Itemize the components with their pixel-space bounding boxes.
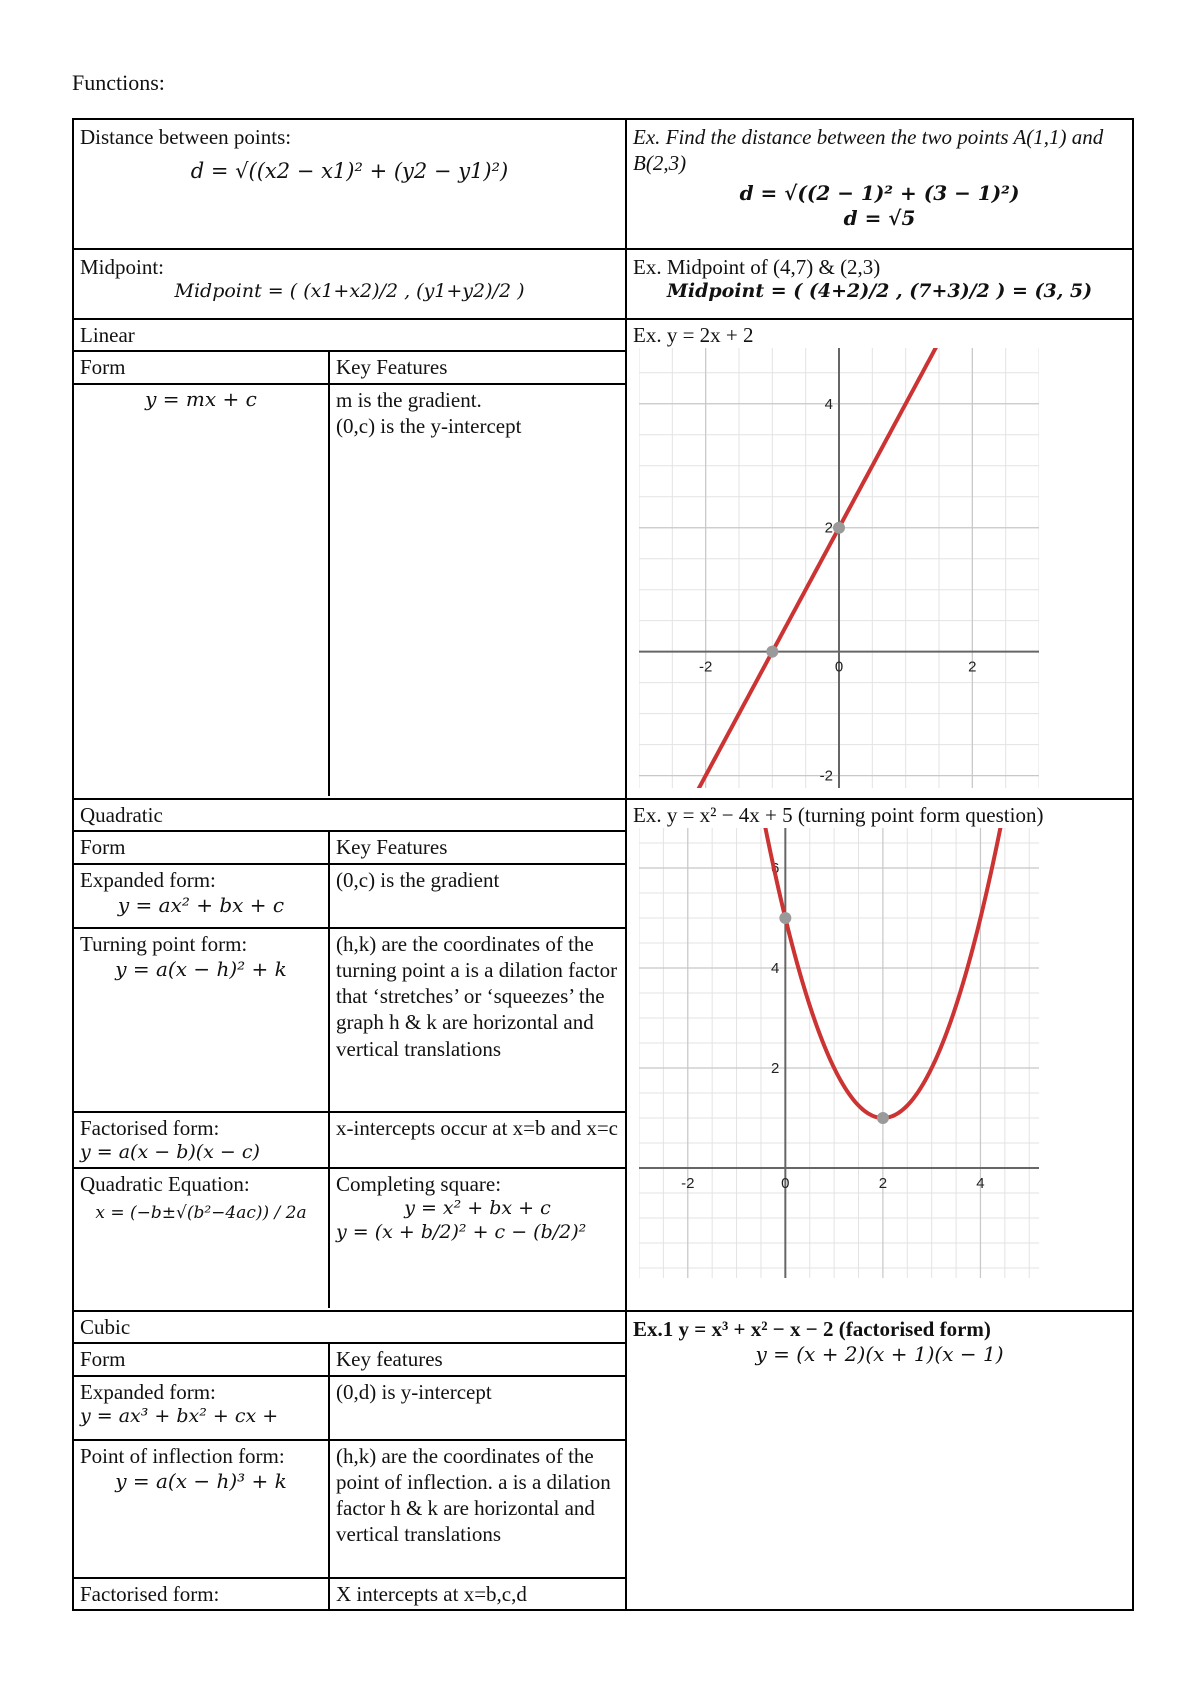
cubic-col-features: Key features: [329, 1343, 625, 1375]
cubic-row: [73, 1311, 1133, 1610]
quadratic-factorised-form: y = a(x − b)(x − c): [80, 1140, 260, 1163]
quadratic-col-features: Key Features: [329, 831, 625, 863]
quadratic-graph-x-tick-label: -2: [681, 1175, 695, 1193]
cubic-factorised-label: Factorised form:: [74, 1578, 329, 1609]
midpoint-cell: [73, 249, 626, 319]
quadratic-graph-x-tick-label: 2: [878, 1175, 888, 1193]
page-title: Functions:: [72, 70, 165, 95]
cubic-inflection-label: Point of inflection form:: [80, 1443, 285, 1468]
quadratic-graph-point: [779, 912, 791, 924]
linear-graph-y-tick-label: 2: [824, 519, 833, 537]
linear-row: [73, 319, 1133, 799]
linear-col-form: Form: [74, 351, 329, 383]
cubic-col-form: Form: [74, 1343, 329, 1375]
quadratic-graph-x-tick-label: 4: [976, 1175, 985, 1193]
quadratic-equation-label: Quadratic Equation:: [80, 1171, 250, 1196]
distance-label: Distance between points:: [80, 125, 292, 149]
linear-form: y = mx + c: [145, 386, 257, 411]
linear-heading: Linear: [74, 320, 625, 351]
quadratic-expanded-label: Expanded form:: [80, 867, 216, 892]
quadratic-cell: [73, 799, 626, 1311]
quadratic-graph-point: [877, 1112, 889, 1124]
midpoint-label: Midpoint:: [80, 255, 165, 279]
linear-graph: [639, 348, 1039, 788]
quadratic-heading: Quadratic: [74, 800, 625, 831]
distance-cell: [73, 119, 626, 249]
linear-graph-y-tick-label: -2: [819, 767, 833, 785]
linear-graph-point: [766, 646, 778, 658]
distance-row: [73, 119, 1133, 249]
linear-col-features: Key Features: [329, 351, 625, 383]
distance-example-text: Ex. Find the distance between the two points A(1,1) and B(2,3): [633, 125, 1104, 176]
midpoint-example-cell: [626, 249, 1133, 319]
cubic-inflection-form: y = a(x − h)³ + k: [115, 1468, 287, 1493]
quadratic-graph-curve: [639, 828, 1039, 1118]
midpoint-example-formula: Midpoint = ( (4+2)/2 , (7+3)/2 ) = (3, 5): [666, 280, 1093, 303]
quadratic-factorised-label: Factorised form:: [80, 1115, 220, 1140]
linear-graph-y-tick-label: 4: [824, 396, 833, 414]
quadratic-col-form: Form: [74, 831, 329, 863]
quadratic-graph-y-tick-label: 4: [770, 960, 780, 978]
linear-cell: [73, 319, 626, 799]
linear-example-cell: [626, 319, 1133, 799]
distance-formula: d = √((x2 − x1)² + (y2 − y1)²): [190, 159, 509, 184]
cubic-expanded-features: (0,d) is y-intercept: [329, 1376, 625, 1440]
linear-example-text: Ex. y = 2x + 2: [633, 323, 754, 347]
quadratic-example-text: Ex. y = x² − 4x + 5 (turning point form question): [633, 803, 1044, 827]
distance-example-line1: d = √((2 − 1)² + (3 − 1)²): [739, 180, 1020, 205]
cubic-heading: Cubic: [74, 1312, 625, 1343]
linear-feature-2: (0,c) is the y-intercept: [336, 413, 522, 438]
midpoint-formula: Midpoint = ( (x1+x2)/2 , (y1+y2)/2 ): [174, 280, 525, 303]
cubic-example-text: Ex.1 y = x³ + x² − x − 2 (factorised form): [633, 1317, 991, 1341]
quadratic-example-cell: [626, 799, 1133, 1311]
quadratic-expanded-form: y = ax² + bx + c: [117, 892, 285, 917]
quadratic-graph: [639, 828, 1039, 1278]
completing-square-line1: y = x² + bx + c: [404, 1196, 551, 1219]
midpoint-row: [73, 249, 1133, 319]
midpoint-example-text: Ex. Midpoint of (4,7) & (2,3): [633, 255, 881, 279]
quadratic-graph-x-tick-label: 0: [781, 1175, 790, 1193]
linear-feature-1: m is the gradient.: [336, 387, 482, 412]
quadratic-row: [73, 799, 1133, 1311]
quadratic-turning-features: (h,k) are the coordinates of the turning point a is a dilation factor that ‘stretches’ or ‘squeezes’ the graph h & k are horizontal and vertical translations: [329, 928, 625, 1112]
quadratic-turning-form: y = a(x − h)² + k: [115, 956, 287, 981]
quadratic-turning-label: Turning point form:: [80, 931, 248, 956]
cubic-example-cell: [626, 1311, 1133, 1610]
quadratic-graph-y-tick-label: 6: [770, 860, 780, 878]
linear-graph-x-tick-label: -2: [698, 658, 713, 676]
linear-graph-x-tick-label: 2: [968, 658, 977, 676]
cubic-inflection-features: (h,k) are the coordinates of the point of inflection. a is a dilation factor h & k are horizontal and vertical translations: [329, 1440, 625, 1578]
quadratic-expanded-features: (0,c) is the gradient: [329, 864, 625, 928]
cubic-expanded-form: y = ax³ + bx² + cx +: [80, 1404, 279, 1427]
quadratic-factorised-features: x-intercepts occur at x=b and x=c: [329, 1112, 625, 1168]
linear-graph-x-tick-label: 0: [834, 658, 844, 676]
quadratic-equation-form: x = (−b±√(b²−4ac)) / 2a: [95, 1202, 307, 1223]
completing-square-label: Completing square:: [336, 1171, 502, 1196]
cubic-example-line2: y = (x + 2)(x + 1)(x − 1): [755, 1342, 1004, 1367]
cubic-factorised-features: X intercepts at x=b,c,d: [336, 1581, 527, 1606]
functions-table: [72, 118, 1134, 1611]
distance-example-line2: d = √5: [843, 205, 916, 230]
distance-example-cell: [626, 119, 1133, 249]
linear-graph-point: [833, 522, 845, 534]
quadratic-graph-y-tick-label: 2: [770, 1060, 780, 1078]
completing-square-line2: y = (x + b/2)² + c − (b/2)²: [336, 1220, 587, 1243]
cubic-cell: [73, 1311, 626, 1610]
cubic-expanded-label: Expanded form:: [80, 1379, 216, 1404]
